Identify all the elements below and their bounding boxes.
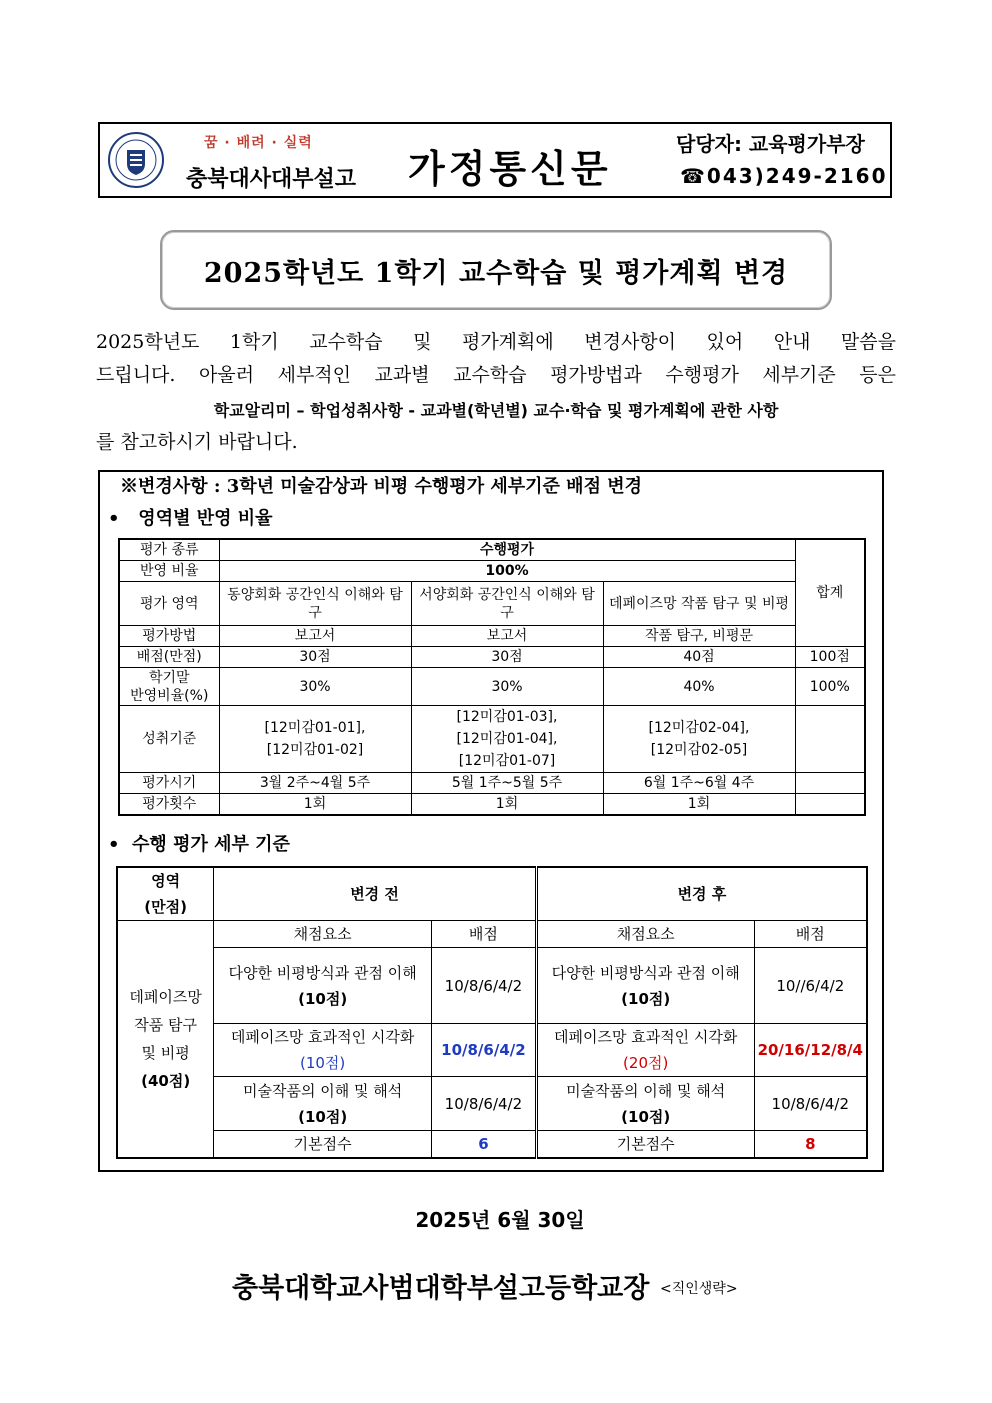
after-points: 10//6/4/2 [754, 948, 867, 1024]
table-row [117, 921, 867, 948]
after-points: 10/8/6/4/2 [754, 1077, 867, 1131]
intro-line-2: 드립니다. 아울러 세부적인 교과별 교수학습 평가방법과 수행평가 세부기준 등은 [96, 364, 896, 386]
before-max: (10점) [298, 1107, 348, 1126]
principal-signature: 충북대학교사범대학부설고등학교장 [232, 1273, 650, 1304]
row-label: 배점(만점) [119, 647, 219, 668]
table-cell [536, 1024, 754, 1077]
table-cell [795, 794, 865, 816]
table-row [119, 582, 865, 626]
ratio-table [118, 538, 866, 816]
seal-omitted-note: <직인생략> [660, 1281, 738, 1297]
after-header: 변경 후 [536, 867, 867, 921]
before-element: 미술작품의 이해 및 해석 [243, 1081, 403, 1100]
table-row [119, 626, 865, 647]
table-cell: 동양회화 공간인식 이해와 탐구 [219, 582, 411, 626]
before-element: 다양한 비평방식과 관점 이해 [228, 963, 417, 982]
school-name-short: 충북대사대부설고 [186, 166, 357, 192]
table-row [119, 561, 865, 582]
after-element: 미술작품의 이해 및 해석 [566, 1081, 726, 1100]
intro-line-1: 2025학년도 1학기 교수학습 및 평가계획에 변경사항이 있어 안내 말씀을 [96, 331, 896, 353]
table-row [119, 773, 865, 794]
table-cell [536, 1077, 754, 1131]
row-label: 반영 비율 [119, 561, 219, 582]
type-value: 수행평가 [219, 539, 795, 561]
table-cell: 보고서 [219, 626, 411, 647]
newsletter-header [98, 122, 892, 198]
total-header: 합계 [795, 539, 865, 647]
before-max: (10점) [299, 1054, 346, 1072]
document-title: 2025학년도 1학기 교수학습 및 평가계획 변경 [203, 257, 789, 289]
table-cell: 서양회화 공간인식 이해와 탐구 [411, 582, 603, 626]
criteria-table [116, 866, 868, 1159]
table-cell: 보고서 [411, 626, 603, 647]
table-row [117, 1077, 867, 1131]
table-row [117, 948, 867, 1024]
contact-phone: ☎043)249-2160 [680, 164, 888, 188]
area-points: (40점) [141, 1072, 191, 1090]
before-points: 10/8/6/4/2 [432, 1024, 537, 1077]
change-heading: ※변경사항 : 3학년 미술감상과 비평 수행평가 세부기준 배점 변경 [120, 476, 642, 497]
table-cell: 3월 2주~4월 5주 [219, 773, 411, 794]
row-label: 성취기준 [119, 706, 219, 773]
base-label: 기본점수 [536, 1131, 754, 1159]
issue-date: 2025년 6월 30일 [415, 1208, 585, 1232]
row-label: 평가방법 [119, 626, 219, 647]
after-element: 다양한 비평방식과 관점 이해 [551, 963, 740, 982]
table-cell: 데페이즈망 작품 탐구 및 비평 [603, 582, 795, 626]
school-emblem-icon [108, 132, 164, 188]
row-label: 평가 종류 [119, 539, 219, 561]
base-after: 8 [754, 1131, 867, 1159]
points-label: 배점 [432, 921, 537, 948]
table-row [117, 1131, 867, 1159]
newsletter-title: 가정통신문 [408, 147, 612, 191]
base-label: 기본점수 [214, 1131, 432, 1159]
before-points: 10/8/6/4/2 [432, 948, 537, 1024]
table-row [119, 539, 865, 561]
after-max: (20점) [623, 1054, 669, 1072]
table-cell [795, 706, 865, 773]
intro-line-3: 를 참고하시기 바랍니다. [96, 431, 298, 453]
area-header: 영역 (만점) [117, 867, 214, 921]
points-label: 배점 [754, 921, 867, 948]
contact-person: 담당자: 교육평가부장 [676, 132, 865, 156]
base-before: 6 [432, 1131, 537, 1159]
table-row [117, 867, 867, 921]
table-cell: 1회 [219, 794, 411, 816]
before-header: 변경 전 [214, 867, 537, 921]
element-label: 채점요소 [536, 921, 754, 948]
table-cell: 40점 [603, 647, 795, 668]
school-motto: 꿈 · 배려 · 실력 [204, 135, 313, 151]
after-element: 데페이즈망 효과적인 시각화 [553, 1028, 738, 1046]
table-cell: 작품 탐구, 비평문 [603, 626, 795, 647]
table-cell: 40% [603, 668, 795, 706]
area-cell [117, 921, 214, 1159]
after-points: 20/16/12/8/4 [754, 1024, 867, 1077]
table-cell: 30% [411, 668, 603, 706]
table-cell [536, 948, 754, 1024]
table-cell: [12미감01-01], [12미감01-02] [219, 706, 411, 773]
table-cell: 100점 [795, 647, 865, 668]
change-notice-box [98, 470, 884, 1172]
table-cell: 30점 [219, 647, 411, 668]
table-row [119, 668, 865, 706]
section-ratio-heading: • 영역별 반영 비율 [108, 508, 273, 529]
table-cell: 6월 1주~6월 4주 [603, 773, 795, 794]
table-row [119, 706, 865, 773]
ratio-value: 100% [219, 561, 795, 582]
table-cell: 30점 [411, 647, 603, 668]
row-label: 평가횟수 [119, 794, 219, 816]
table-row [119, 794, 865, 816]
after-max: (10점) [621, 1107, 671, 1126]
table-cell: 100% [795, 668, 865, 706]
table-cell [214, 1077, 432, 1131]
row-label: 평가 영역 [119, 582, 219, 626]
table-cell [214, 1024, 432, 1077]
table-cell [795, 773, 865, 794]
table-cell [214, 948, 432, 1024]
row-label: 학기말 반영비율(%) [119, 668, 219, 706]
table-cell: 1회 [603, 794, 795, 816]
table-cell: [12미감02-04], [12미감02-05] [603, 706, 795, 773]
table-cell: 5월 1주~5월 5주 [411, 773, 603, 794]
area-name: 데페이즈망 작품 탐구 및 비평 [129, 988, 202, 1062]
element-label: 채점요소 [214, 921, 432, 948]
table-row [117, 1024, 867, 1077]
table-row [119, 647, 865, 668]
title-box [160, 230, 832, 310]
after-max: (10점) [621, 989, 671, 1008]
row-label: 평가시기 [119, 773, 219, 794]
before-element: 데페이즈망 효과적인 시각화 [230, 1028, 415, 1046]
section-criteria-heading: • 수행 평가 세부 기준 [108, 834, 290, 855]
table-cell: 1회 [411, 794, 603, 816]
intro-reference-path: 학교알리미 – 학업성취사항 - 교과별(학년별) 교수·학습 및 평가계획에 관한 사항 [213, 401, 779, 420]
table-cell: [12미감01-03], [12미감01-04], [12미감01-07] [411, 706, 603, 773]
before-max: (10점) [298, 989, 348, 1008]
before-points: 10/8/6/4/2 [432, 1077, 537, 1131]
table-cell: 30% [219, 668, 411, 706]
